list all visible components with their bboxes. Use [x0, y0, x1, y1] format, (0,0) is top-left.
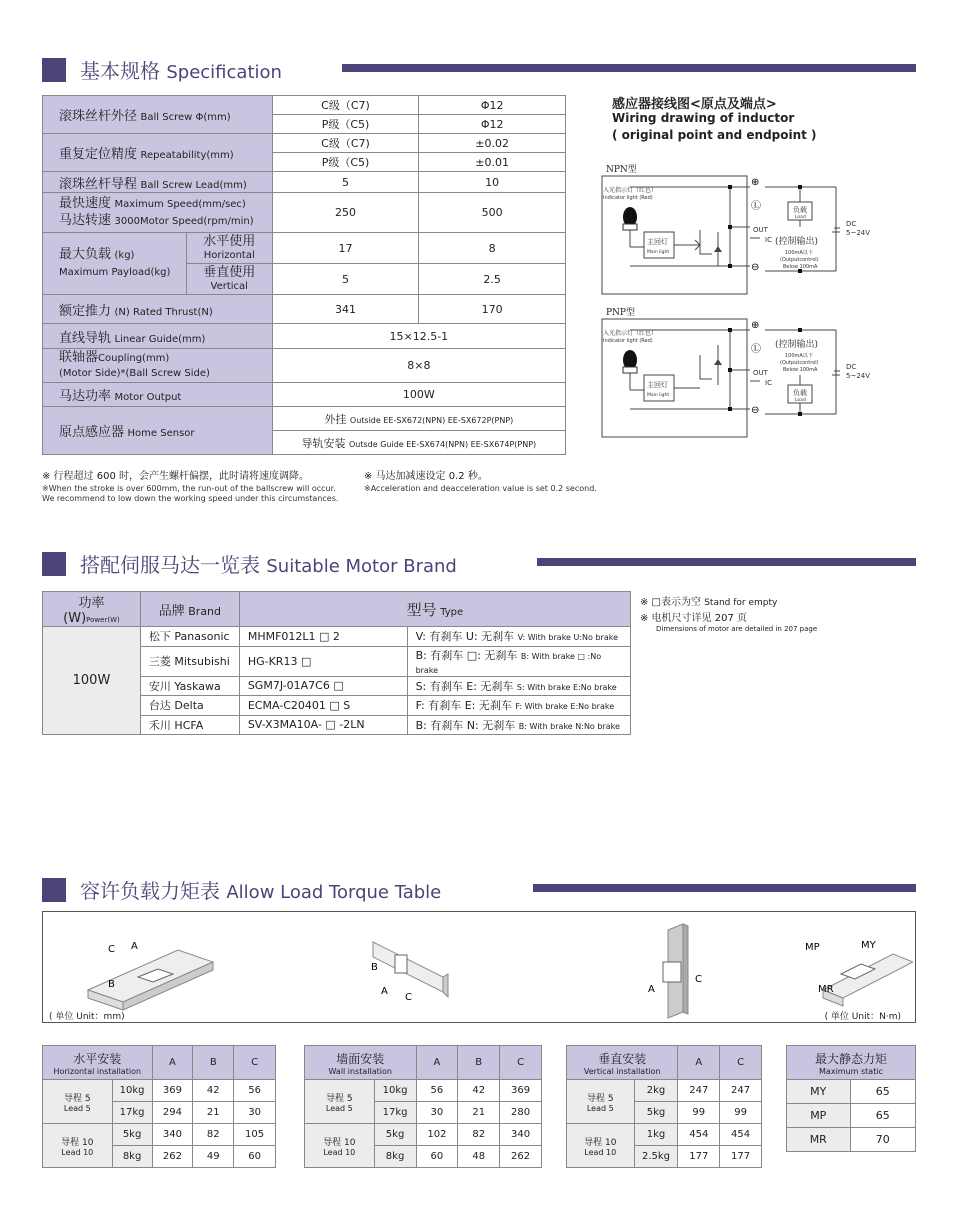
col-c: C	[500, 1046, 542, 1080]
col-b: B	[458, 1046, 500, 1080]
pnp-load-zh: 负载	[793, 389, 807, 397]
pnp-indicator-zh: 入光指示灯（红色）	[603, 330, 658, 337]
torque-diagram-box	[42, 911, 916, 1023]
value-cell: 262	[500, 1146, 542, 1168]
static-header: 最大静态力矩 Maximum static	[787, 1046, 916, 1080]
wiring-title-en-1: Wiring drawing of inductor	[612, 111, 795, 125]
pnp-main-en: Main light	[647, 393, 670, 398]
pnp-below: Below 100mA	[783, 367, 818, 373]
npn-plus: ⊕	[751, 177, 760, 188]
value-cell: 2.5	[419, 264, 566, 295]
label-c: C	[108, 944, 115, 955]
npn-l: Ⓛ	[751, 201, 761, 212]
value-cell: 48	[458, 1146, 500, 1168]
value-cell: 369	[500, 1080, 542, 1102]
pnp-label: PNP型	[606, 308, 635, 318]
label-mp: MP	[805, 942, 820, 953]
moment-key: MY	[787, 1080, 851, 1104]
col-b: B	[193, 1046, 234, 1080]
col-a: A	[152, 1046, 193, 1080]
vertical-header: 垂直安装 Vertical installation	[567, 1046, 678, 1080]
value-cell: 60	[416, 1146, 458, 1168]
value-cell: 42	[193, 1080, 234, 1102]
kg-cell: 10kg	[112, 1080, 152, 1102]
label-mr: MR	[818, 984, 834, 995]
spec-section-title	[42, 55, 282, 84]
kg-cell: 1kg	[634, 1124, 678, 1146]
spec-row-label: 联轴器Coupling(mm) (Motor Side)*(Ball Screw Side)	[43, 349, 273, 383]
value-cell: 340	[152, 1124, 193, 1146]
kg-cell: 8kg	[374, 1146, 416, 1168]
value-cell: 177	[720, 1146, 762, 1168]
npn-ctrl-cn: 100mA以下	[785, 250, 813, 256]
section-divider	[342, 64, 916, 72]
value-cell: 250	[272, 193, 419, 233]
value-cell: Φ12	[419, 115, 566, 134]
pnp-l: Ⓛ	[751, 344, 761, 355]
npn-main-zh: 主回灯	[647, 238, 668, 246]
value-cell: 30	[416, 1102, 458, 1124]
kg-cell: 17kg	[112, 1102, 152, 1124]
npn-minus: ⊖	[751, 262, 760, 273]
motor-section-title	[42, 549, 457, 578]
value-cell: 99	[720, 1102, 762, 1124]
value-cell: 102	[416, 1124, 458, 1146]
lead-5-cell: 导程 5 Lead 5	[567, 1080, 635, 1124]
value-cell: 294	[152, 1102, 193, 1124]
grade-cell: P级（C5)	[272, 115, 419, 134]
npn-ctrl-zh: (控制输出)	[775, 237, 819, 247]
section-divider	[533, 884, 916, 892]
kg-cell: 8kg	[112, 1146, 152, 1168]
model-cell: SV-X3MA10A- □ -2LN	[239, 715, 407, 735]
npn-volt: 5~24V	[846, 229, 870, 237]
col-c: C	[720, 1046, 762, 1080]
npn-dc: DC	[846, 220, 857, 228]
pnp-dc: DC	[846, 363, 857, 371]
moment-value: 65	[850, 1080, 915, 1104]
label-b: B	[108, 979, 115, 990]
kg-cell: 5kg	[634, 1102, 678, 1124]
value-cell: 177	[678, 1146, 720, 1168]
value-cell: 340	[500, 1124, 542, 1146]
spec-row-label: 重复定位精度 Repeatability(mm)	[43, 134, 273, 172]
npn-out: OUT	[753, 226, 768, 234]
power-cell: 100W	[43, 627, 141, 735]
lead-10-cell: 导程 10 Lead 10	[567, 1124, 635, 1168]
vertical-mount-diagram	[643, 920, 723, 1020]
moment-key: MR	[787, 1128, 851, 1152]
spec-row-label: 最快速度 Maximum Speed(mm/sec) 马达转速 3000Motor Speed(rpm/min)	[43, 193, 273, 233]
pnp-plus: ⊕	[751, 320, 760, 331]
value-cell: 5	[272, 264, 419, 295]
grade-cell: C级（C7)	[272, 134, 419, 153]
note-stroke-en-1: ※When the stroke is over 600mm, the run-out of the ballscrew will occur.	[42, 484, 336, 493]
pnp-minus: ⊖	[751, 405, 760, 416]
value-cell: 56	[234, 1080, 276, 1102]
label-c: C	[695, 974, 702, 985]
value-cell: ±0.01	[419, 153, 566, 172]
pnp-ic: IC	[765, 379, 772, 387]
model-cell: HG-KR13 □	[239, 646, 407, 676]
section-marker	[42, 552, 66, 576]
kg-cell: 17kg	[374, 1102, 416, 1124]
spec-row-label: 原点感应器 Home Sensor	[43, 407, 273, 455]
motor-note-2-zh: ※ 电机尺寸详见 207 页	[640, 613, 748, 624]
value-cell: 105	[234, 1124, 276, 1146]
col-a: A	[678, 1046, 720, 1080]
value-cell: 341	[272, 295, 419, 324]
value-cell: 82	[193, 1124, 234, 1146]
value-cell: 170	[419, 295, 566, 324]
value-cell: 49	[193, 1146, 234, 1168]
pnp-indicator-en: Indicator light (Red)	[603, 338, 653, 344]
grade-cell: C级（C7)	[272, 96, 419, 115]
wiring-title-zh: 感应器接线图<原点及端点>	[612, 97, 777, 112]
static-moment-table	[786, 1045, 916, 1152]
wall-mount-diagram	[363, 932, 473, 1012]
pnp-ctrl-zh: (控制输出)	[775, 340, 819, 350]
value-cell: 247	[720, 1080, 762, 1102]
value-cell: 60	[234, 1146, 276, 1168]
motor-note-2-en: Dimensions of motor are detailed in 207 page	[656, 625, 818, 633]
motor-title-zh: 搭配伺服马达一览表	[80, 553, 260, 577]
model-cell: ECMA-C20401 □ S	[239, 696, 407, 716]
brake-cell: B: 有刹车 N: 无刹车 B: With brake N:No brake	[407, 715, 630, 735]
label-my: MY	[861, 940, 876, 951]
spec-title-zh: 基本规格	[80, 59, 160, 83]
kg-cell: 5kg	[112, 1124, 152, 1146]
spec-row-label: 直线导轨 Linear Guide(mm)	[43, 324, 273, 349]
torque-title-en: Allow Load Torque Table	[226, 882, 442, 903]
col-a: A	[416, 1046, 458, 1080]
pnp-volt: 5~24V	[846, 372, 870, 380]
spec-row-label: 马达功率 Motor Output	[43, 383, 273, 407]
orientation-label: 垂直使用 Vertical	[186, 264, 272, 295]
label-a: A	[131, 941, 138, 952]
brand-cell: 禾川 HCFA	[140, 715, 239, 735]
value-cell: 454	[678, 1124, 720, 1146]
spec-row-label: 最大负载 (kg) Maximum Payload(kg)	[43, 233, 187, 295]
lead-10-cell: 导程 10 Lead 10	[43, 1124, 113, 1168]
pnp-ctrl-en: (Outputcontrol)	[780, 360, 819, 366]
value-cell: 99	[678, 1102, 720, 1124]
spec-row-label: 滚珠丝杆外径 Ball Screw Φ(mm)	[43, 96, 273, 134]
label-c: C	[405, 992, 412, 1003]
torque-title-zh: 容许负载力矩表	[80, 879, 220, 903]
lead-5-cell: 导程 5 Lead 5	[305, 1080, 375, 1124]
value-cell: 30	[234, 1102, 276, 1124]
unit-mm: ( 单位 Unit：mm)	[49, 1012, 125, 1022]
vertical-torque-table	[566, 1045, 762, 1168]
value-cell: 外挂 Outside EE-SX672(NPN) EE-SX672P(PNP)	[272, 407, 565, 431]
orientation-label: 水平使用 Horizontal	[186, 233, 272, 264]
value-cell: 10	[419, 172, 566, 193]
brand-cell: 三菱 Mitsubishi	[140, 646, 239, 676]
value-cell: 369	[152, 1080, 193, 1102]
lead-5-cell: 导程 5 Lead 5	[43, 1080, 113, 1124]
spec-row-label: 额定推力 (N) Rated Thrust(N)	[43, 295, 273, 324]
type-header: 型号 Type	[239, 592, 630, 627]
spec-table	[42, 95, 566, 455]
note-stroke-zh: ※ 行程超过 600 时，会产生螺杆偏摆，此时请将速度调降。	[42, 471, 310, 482]
col-c: C	[234, 1046, 276, 1080]
horizontal-header: 水平安装 Horizontal installation	[43, 1046, 153, 1080]
value-cell: 21	[458, 1102, 500, 1124]
npn-indicator-zh: 入光指示灯（红色）	[603, 187, 658, 194]
value-cell: 21	[193, 1102, 234, 1124]
npn-schematic	[600, 172, 870, 297]
torque-section-title	[42, 875, 441, 904]
value-cell: ±0.02	[419, 134, 566, 153]
value-cell: 导轨安装 Outsde Guide EE-SX674(NPN) EE-SX674P(PNP)	[272, 431, 565, 455]
spec-title-en: Specification	[166, 62, 282, 83]
npn-ctrl-en: (Outputcontrol)	[780, 257, 819, 263]
pnp-load-en: Load	[795, 398, 806, 403]
motor-table	[42, 591, 631, 735]
label-b: B	[371, 962, 378, 973]
horizontal-torque-table	[42, 1045, 276, 1168]
npn-load-en: Load	[795, 215, 806, 220]
npn-label: NPN型	[606, 165, 637, 175]
power-header: 功率 (W)Power(W)	[43, 592, 141, 627]
brake-cell: B: 有刹车 □: 无刹车 B: With brake □ :No brake	[407, 646, 630, 676]
value-cell: 280	[500, 1102, 542, 1124]
npn-load-zh: 负载	[793, 206, 807, 214]
pnp-main-zh: 主回灯	[647, 381, 668, 389]
section-divider	[537, 558, 916, 566]
value-cell: 56	[416, 1080, 458, 1102]
pnp-ctrl-cn: 100mA以下	[785, 353, 813, 359]
kg-cell: 10kg	[374, 1080, 416, 1102]
value-cell: 42	[458, 1080, 500, 1102]
label-a: A	[648, 984, 655, 995]
motor-title-en: Suitable Motor Brand	[266, 556, 457, 577]
horizontal-mount-diagram	[83, 932, 233, 1012]
npn-main-en: Main light	[647, 250, 670, 255]
moment-value: 70	[850, 1128, 915, 1152]
value-cell: 247	[678, 1080, 720, 1102]
static-moment-diagram	[803, 932, 913, 1012]
kg-cell: 2kg	[634, 1080, 678, 1102]
brake-cell: S: 有刹车 E: 无刹车 S: With brake E:No brake	[407, 676, 630, 696]
note-accel-en: ※Acceleration and deacceleration value is set 0.2 second.	[364, 484, 597, 493]
brand-cell: 台达 Delta	[140, 696, 239, 716]
value-cell: 454	[720, 1124, 762, 1146]
value-cell: 8×8	[272, 349, 565, 383]
pnp-out: OUT	[753, 369, 768, 377]
value-cell: 82	[458, 1124, 500, 1146]
value-cell: Φ12	[419, 96, 566, 115]
moment-value: 65	[850, 1104, 915, 1128]
value-cell: 5	[272, 172, 419, 193]
spec-row-label: 滚珠丝杆导程 Ball Screw Lead(mm)	[43, 172, 273, 193]
brand-cell: 松下 Panasonic	[140, 627, 239, 647]
note-accel-zh: ※ 马达加减速设定 0.2 秒。	[364, 471, 488, 482]
brake-cell: F: 有刹车 E: 无刹车 F: With brake E:No brake	[407, 696, 630, 716]
motor-note-1: ※ □表示为空 Stand for empty	[640, 597, 778, 608]
npn-indicator-en: Indicator light (Red)	[603, 195, 653, 201]
value-cell: 100W	[272, 383, 565, 407]
value-cell: 262	[152, 1146, 193, 1168]
section-marker	[42, 878, 66, 902]
value-cell: 8	[419, 233, 566, 264]
section-marker	[42, 58, 66, 82]
note-stroke-en-2: We recommend to low down the working speed under this circumstances.	[42, 494, 339, 503]
brake-cell: V: 有刹车 U: 无刹车 V: With brake U:No brake	[407, 627, 630, 647]
lead-10-cell: 导程 10 Lead 10	[305, 1124, 375, 1168]
value-cell: 500	[419, 193, 566, 233]
brand-cell: 安川 Yaskawa	[140, 676, 239, 696]
wall-torque-table	[304, 1045, 542, 1168]
npn-below: Below 100mA	[783, 264, 818, 270]
unit-nm: ( 单位 Unit：N·m)	[824, 1012, 901, 1022]
grade-cell: P级（C5)	[272, 153, 419, 172]
wall-header: 墙面安装 Wall installation	[305, 1046, 417, 1080]
model-cell: MHMF012L1 □ 2	[239, 627, 407, 647]
label-a: A	[381, 986, 388, 997]
model-cell: SGM7J-01A7C6 □	[239, 676, 407, 696]
value-cell: 15×12.5-1	[272, 324, 565, 349]
brand-header: 品牌 Brand	[140, 592, 239, 627]
value-cell: 17	[272, 233, 419, 264]
moment-key: MP	[787, 1104, 851, 1128]
kg-cell: 5kg	[374, 1124, 416, 1146]
npn-ic: IC	[765, 236, 772, 244]
pnp-schematic	[600, 315, 870, 440]
wiring-title-en-2: ( original point and endpoint )	[612, 128, 817, 142]
kg-cell: 2.5kg	[634, 1146, 678, 1168]
